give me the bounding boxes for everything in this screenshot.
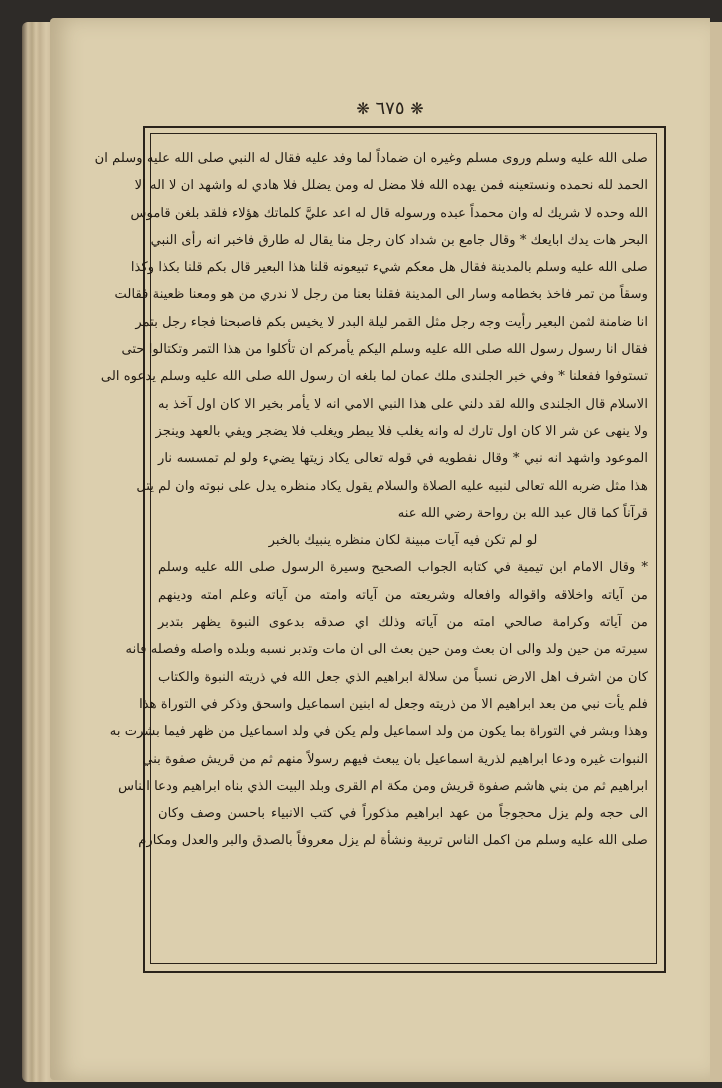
text-line: صلى الله عليه وسلم بالمدينة فقال هل معكم شيء تبيعونه قلنا هذا البعير قال بكم قلنا بكذا وكذا	[130, 260, 648, 276]
text-line: سيرته من حين ولد والى ان بعث ومن حين بعث الى ان مات وتدبر نسبه وبلده واصله وفصله فانه	[125, 642, 648, 658]
text-line: الحمد لله نحمده ونستعينه فمن يهده الله فلا مضل له ومن يضلل فلا هادي له واشهد ان لا اله الا	[134, 178, 648, 194]
text-line: قرآناً كما قال عبد الله بن رواحة رضي الله عنه	[397, 505, 648, 521]
ornament-right-icon: ❋	[410, 99, 424, 118]
text-line: انا ضامنة لثمن البعير رأيت وجه رجل مثل القمر ليلة البدر لا يخيس بكم فاصبحنا فجاء رجل بتمر	[135, 314, 648, 330]
text-line: فلم يأت نبي من بعد ابراهيم الا من ذريته وجعل له ابنين اسماعيل واسحق وذكر في التوراة هذا	[139, 696, 648, 712]
text-line: ابراهيم ثم من بني هاشم صفوة قريش ومن مكة ام القرى وبلد البيت الذي بناه ابراهيم ودعا الناس	[118, 778, 648, 794]
text-line: * وقال الامام ابن تيمية في كتابه الجواب الصحيح وسيرة الرسول صلى الله عليه وسلم	[158, 560, 648, 576]
text-block	[94, 145, 648, 957]
text-line: من آياته وكرامة صالحي امته من آياته وذلك اي صدقه بدعوى النبوة يظهر بتدبر	[158, 615, 648, 631]
text-line: كان من اشرف اهل الارض نسباً من سلالة ابراهيم الذي جعل الله في ذريته النبوة والكتاب	[158, 669, 648, 685]
text-line: صلى الله عليه وسلم من اكمل الناس تربية ونشأة لم يزل معروفاً بالصدق والبر والعدل ومكارم	[138, 833, 648, 849]
ornament-left-icon: ❋	[356, 99, 370, 118]
page-number	[330, 98, 450, 119]
poem-verse: لو لم تكن فيه آيات مبينة لكان منظره ينبيك بالخبر	[268, 533, 538, 549]
text-line: البحر هات يدك ابايعك * وقال جامع بن شداد كان رجل منا يقال له طارق فاخبر انه رأى النبي	[150, 232, 648, 248]
text-line: من آياته واخلاقه واقواله وافعاله وشريعته من آياته وامته من آياته وعلم امته ودينهم	[158, 587, 648, 603]
text-line: وهذا وبشر في التوراة بما يكون من ولد اسماعيل ولم يكن في ولد اسماعيل من ظهر فيما بشرت به	[109, 724, 648, 740]
text-line: الى حجه ولم يزل محجوجاً من عهد ابراهيم مذكوراً في كتب الانبياء باحسن وصف وكان	[158, 806, 648, 822]
text-line: فقال انا رسول رسول الله صلى الله عليه وسلم اليكم يأمركم ان تأكلوا من هذا التمر وتكتالوا حتى	[121, 342, 648, 358]
text-line: الموعود واشهد انه نبي * وقال نفطويه في قوله تعالى يكاد زيتها يضيء ولو لم تمسسه نار	[158, 451, 648, 467]
page-number-value: ٦٧٥	[375, 98, 405, 119]
text-line: صلى الله عليه وسلم وروى مسلم وغيره ان ضماداً لما وفد عليه فقال له النبي صلى الله عليه وسلم ان	[94, 151, 648, 166]
text-line: ولا ينهى عن شر الا كان اول تارك له وانه يغلب فلا يبطر ويغلب فلا يضجر ويفي بالعهد وينجز	[155, 423, 648, 439]
text-line: الله وحده لا شريك له وان محمداً عبده ورسوله قال له اعد عليَّ كلماتك هؤلاء فلقد بلغن قاموس	[130, 205, 648, 221]
text-line: الاسلام قال الجلندى والله لقد دلني على هذا النبي الامي انه لا يأمر بخير الا كان اول آخذ به	[158, 396, 648, 412]
text-line: النبوات غيره ودعا ابراهيم لذرية اسماعيل بان يبعث فيهم رسولاً منهم ثم من قريش صفوة بني	[142, 751, 648, 767]
text-line: تستوفوا ففعلنا * وفي خبر الجلندى ملك عمان لما بلغه ان رسول الله صلى الله عليه وسلم يدعوه الى	[100, 369, 648, 385]
text-line: وسقاً من تمر فاخذ بخطامه وسار الى المدينة فقلنا بعنا من رجل لا ندري من هو ومعنا ظعينة فقالت	[114, 287, 648, 303]
text-line: هذا مثل ضربه الله تعالى لنبيه عليه الصلاة والسلام يقول يكاد منظره يدل على نبوته وان لم يتل	[136, 478, 648, 494]
